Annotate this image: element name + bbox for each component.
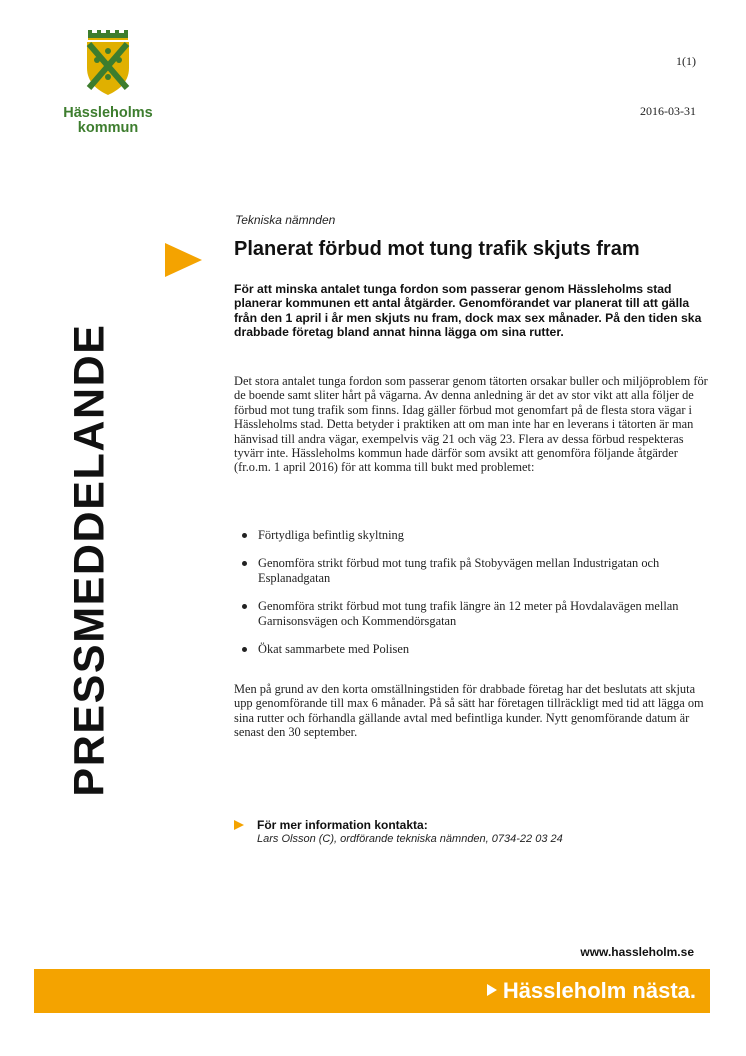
headline: Planerat förbud mot tung trafik skjuts fram — [234, 238, 640, 260]
coat-of-arms-icon — [83, 30, 133, 96]
sidebar-label-area — [60, 235, 120, 885]
body-paragraph-2: Men på grund av den korta omställningstiden för drabbade företag har det beslutats att skjuta upp genomförande till max 6 månader. På så sätt har företagen tillräckligt med tid att lägga om sina rutter och förhandla gällande avtal med befintliga kunder. Nytt genomförande datum är senast den 30 september. — [234, 682, 704, 740]
triangle-right-icon — [234, 820, 244, 830]
contact-title: För mer information kontakta: — [257, 818, 428, 832]
list-item: Förtydliga befintlig skyltning — [234, 528, 704, 542]
website-link[interactable]: www.hassleholm.se — [580, 945, 694, 959]
slogan-text: Hässleholm nästa. — [502, 978, 696, 1003]
triangle-right-icon — [487, 984, 497, 996]
logo-name-line1: Hässleholms — [63, 105, 153, 121]
document-date: 2016-03-31 — [640, 104, 696, 118]
measures-list — [234, 528, 704, 670]
page-number: 1(1) — [676, 54, 696, 68]
press-release-label: PRESSMEDDELANDE — [65, 323, 114, 797]
municipality-logo — [60, 30, 156, 136]
list-item: Genomföra strikt förbud mot tung trafik på Stobyvägen mellan Industrigatan och Esplanadgatan — [234, 556, 704, 585]
triangle-right-icon — [165, 243, 202, 277]
list-item: Genomföra strikt förbud mot tung trafik längre än 12 meter på Hovdalavägen mellan Garnisonsvägen och Kommendörsgatan — [234, 599, 704, 628]
logo-name-line2: kommun — [77, 120, 139, 136]
footer-slogan — [487, 978, 696, 1004]
body-paragraph-1: Det stora antalet tunga fordon som passerar genom tätorten orsakar buller och miljöproblem för de boende samt sliter hårt på vägarna. Av denna anledning är det av stor vikt att alla följer de förbud mot tung trafik som finns. Idag gäller förbud mot genomfart på de flesta stora vägar i Hässleholms stad. Detta betyder i praktiken att om man inte har en leverans i tätorten är man hänvisad till andra vägar, exempelvis väg 21 och väg 23. Flera av dessa förbud respekteras tyvärr inte. Hässleholms kommun hade därför som avsikt att genomföra följande åtgärder (fr.o.m. 1 april 2016) för att komma till bukt med problemet: — [234, 374, 708, 475]
footer-bar — [34, 969, 710, 1013]
lead-paragraph: För att minska antalet tunga fordon som passerar genom Hässleholms stad planerar kommunen ett antal åtgärder. Genomförandet var planerat till att gälla från den 1 april i år men skjuts nu fram, dock max sex månader. På den tiden ska drabbade företag bland annat hinna lägga om sina rutter. — [234, 282, 702, 340]
list-item: Ökat sammarbete med Polisen — [234, 642, 704, 656]
contact-details: Lars Olsson (C), ordförande tekniska nämnden, 0734-22 03 24 — [257, 833, 563, 845]
department-name: Tekniska nämnden — [235, 213, 336, 227]
